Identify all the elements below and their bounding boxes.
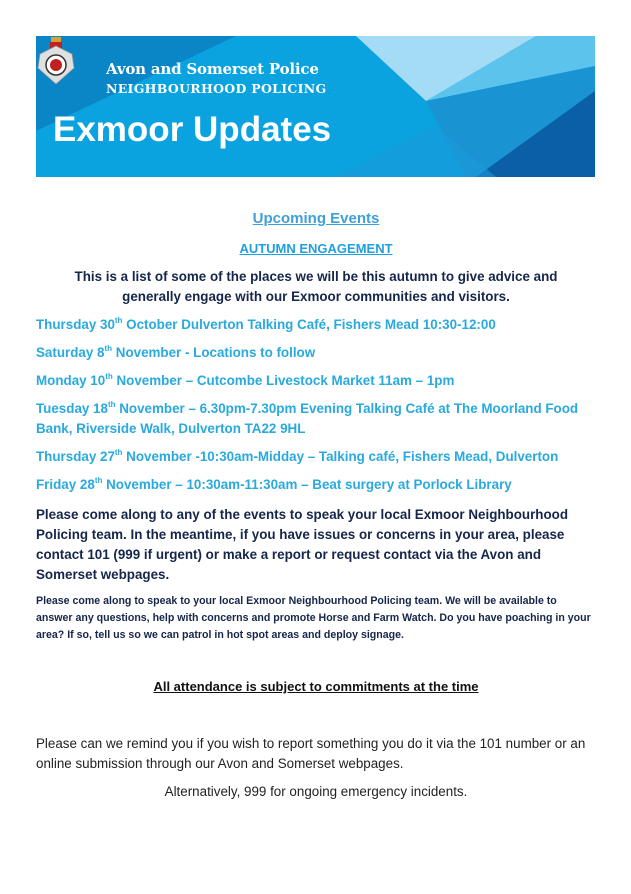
event-pre: Monday 10: [36, 373, 106, 388]
event-post: November – 10:30am-11:30am – Beat surgery at Porlock Library: [102, 477, 512, 492]
event-sup: th: [105, 372, 113, 381]
event-pre: Friday 28: [36, 477, 95, 492]
event-post: October Dulverton Talking Café, Fishers Mead 10:30-12:00: [122, 317, 496, 332]
event-post: November - Locations to follow: [112, 345, 316, 360]
event-post: November – Cutcombe Livestock Market 11am – 1pm: [112, 373, 455, 388]
events-list: [36, 315, 596, 495]
event-sup: th: [94, 476, 103, 485]
event-sup: th: [114, 316, 123, 325]
event-item: [36, 315, 596, 335]
event-sup: th: [114, 448, 123, 457]
event-item: [36, 371, 596, 391]
event-sup: th: [107, 400, 116, 409]
police-star-badge-icon: [36, 36, 76, 86]
document-body: [0, 210, 631, 822]
intro-text: This is a list of some of the places we will be this autumn to give advice and generally engage with our Exmoor communities and visitors.: [74, 269, 558, 304]
reminder-text: Please can we remind you if you wish to report something you do it via the 101 number or an online submission through our Avon and Somerset webpages.: [36, 736, 586, 771]
org-name: Avon and Somerset Police: [106, 60, 319, 78]
paragraph-events-contact: Please come along to any of the events to speak your local Exmoor Neighbourhood Policing team. In the meantime, if you have issues or concerns in your area, please contact 101 (999 if urgent) or make a report or request contact via the Avon and Somerset webpages.: [36, 507, 569, 582]
event-item: [36, 343, 596, 363]
banner-background: [36, 36, 595, 177]
event-pre: Thursday 27: [36, 449, 115, 464]
event-item: [36, 399, 596, 439]
event-post: November – 6.30pm-7.30pm Evening Talking Café at The Moorland Food Bank, Riverside Walk, Dulverton TA22 9HL: [36, 401, 579, 436]
event-item: [36, 475, 596, 495]
event-item: [36, 447, 596, 467]
event-post: November -10:30am-Midday – Talking café, Fishers Mead, Dulverton: [122, 449, 559, 464]
event-pre: Thursday 30: [36, 317, 115, 332]
page-title: Exmoor Updates: [53, 110, 332, 149]
org-subtitle: NEIGHBOURHOOD POLICING: [106, 81, 327, 96]
event-pre: Saturday 8: [36, 345, 105, 360]
event-pre: Tuesday 18: [36, 401, 108, 416]
attendance-notice: All attendance is subject to commitments at the time: [153, 679, 479, 694]
header-banner: [36, 36, 595, 177]
emergency-text: Alternatively, 999 for ongoing emergency incidents.: [164, 784, 468, 799]
subtitle: AUTUMN ENGAGEMENT: [239, 241, 393, 256]
event-sup: th: [104, 344, 113, 353]
paragraph-engagement: Please come along to speak to your local Exmoor Neighbourhood Policing team. We will be available to answer any questions, help with concerns and promote Horse and Farm Watch. Do you have poaching in your area? If so, tell us so we can patrol in hot spot areas and deploy signage.: [36, 595, 591, 641]
section-title: Upcoming Events: [252, 210, 380, 227]
